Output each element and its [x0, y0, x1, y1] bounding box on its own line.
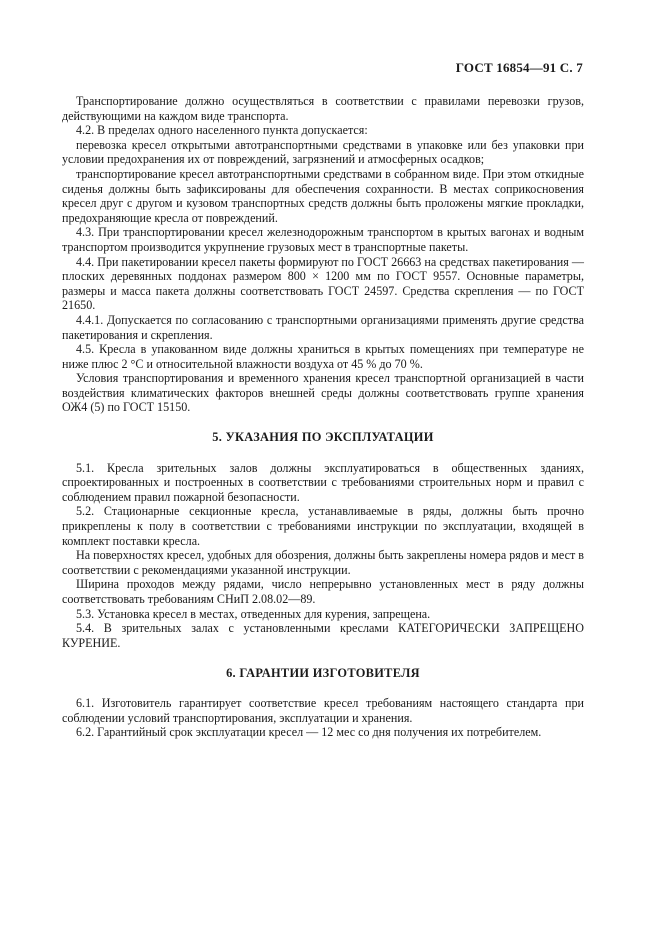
- paragraph: 5.4. В зрительных залах с установленными креслами КАТЕГОРИЧЕСКИ ЗАПРЕЩЕНО КУРЕНИЕ.: [62, 621, 584, 650]
- paragraph: 4.4. При пакетировании кресел пакеты формируют по ГОСТ 26663 на средствах пакетирования — плоских деревянных поддонах размером 800 × 1200 мм по ГОСТ 9557. Основные параметры, размеры и масса пакета должны соответствовать ГОСТ 24597. Средства скрепления — по ГОСТ 21650.: [62, 254, 584, 313]
- paragraph: 4.4.1. Допускается по согласованию с транспортными организациями применять другие средства пакетирования и скрепления.: [62, 312, 584, 342]
- paragraph: перевозка кресел открытыми автотранспортными средствами в упаковке или без упаковки при условии предохранения их от повреждений, загрязнений и атмосферных осадков;: [62, 137, 584, 167]
- paragraph: Ширина проходов между рядами, число непрерывно установленных мест в ряду должны соответствовать требованиям СНиП 2.08.02—89.: [62, 577, 584, 606]
- page-header: ГОСТ 16854—91 С. 7: [455, 60, 583, 75]
- paragraph: На поверхностях кресел, удобных для обозрения, должны быть закреплены номера рядов и мест в соответствии с рекомендациями указанной инструкции.: [62, 548, 584, 577]
- paragraph: Условия транспортирования и временного хранения кресел транспортной организацией в части воздействия климатических факторов внешней среды должны соответствовать группе хранения ОЖ4 (5) по ГОСТ 15150.: [62, 371, 584, 415]
- paragraph: 6.1. Изготовитель гарантирует соответствие кресел требованиям настоящего стандарта при соблюдении условий транспортирования, эксплуатации и хранения.: [62, 695, 584, 725]
- paragraph: 6.2. Гарантийный срок эксплуатации кресел — 12 мес со дня получения их потребителем.: [76, 725, 542, 740]
- paragraph: Транспортирование должно осуществляться в соответствии с правилами перевозки грузов, действующими на каждом виде транспорта.: [62, 94, 584, 123]
- section-heading: 6. ГАРАНТИИ ИЗГОТОВИТЕЛЯ: [226, 666, 420, 681]
- paragraph: 4.2. В пределах одного населенного пункта допускается:: [76, 123, 368, 138]
- paragraph: 4.3. При транспортировании кресел железнодорожным транспортом в крытых вагонах и водным транспортом производится укрупнение грузовых мест в транспортные пакеты.: [62, 225, 584, 254]
- paragraph: транспортирование кресел автотранспортными средствами в собранном виде. При этом откидные сиденья должны быть зафиксированы для обеспечения сохранности. В местах соприкосновения кресел друг с другом и кузовом транспортных средств должны быть проложены мягкие прокладки, предохраняющие кресла от повреждений.: [62, 166, 584, 225]
- paragraph: 5.1. Кресла зрительных залов должны эксплуатироваться в общественных зданиях, спроектированных и построенных в соответствии с требованиями строительных норм и правил с соблюдением правил пожарной безопасности.: [62, 460, 584, 504]
- paragraph: 5.2. Стационарные секционные кресла, устанавливаемые в ряды, должны быть прочно прикреплены к полу в соответствии с требованиями инструкции по эксплуатации, входящей в комплект поставки кресла.: [62, 504, 584, 548]
- section-heading: 5. УКАЗАНИЯ ПО ЭКСПЛУАТАЦИИ: [212, 430, 434, 445]
- paragraph: 4.5. Кресла в упакованном виде должны храниться в крытых помещениях при температуре не ниже плюс 2 °С и относительной влажности воздуха от 45 % до 70 %.: [62, 342, 584, 371]
- document-body: [62, 94, 584, 740]
- paragraph: 5.3. Установка кресел в местах, отведенных для курения, запрещена.: [76, 606, 431, 621]
